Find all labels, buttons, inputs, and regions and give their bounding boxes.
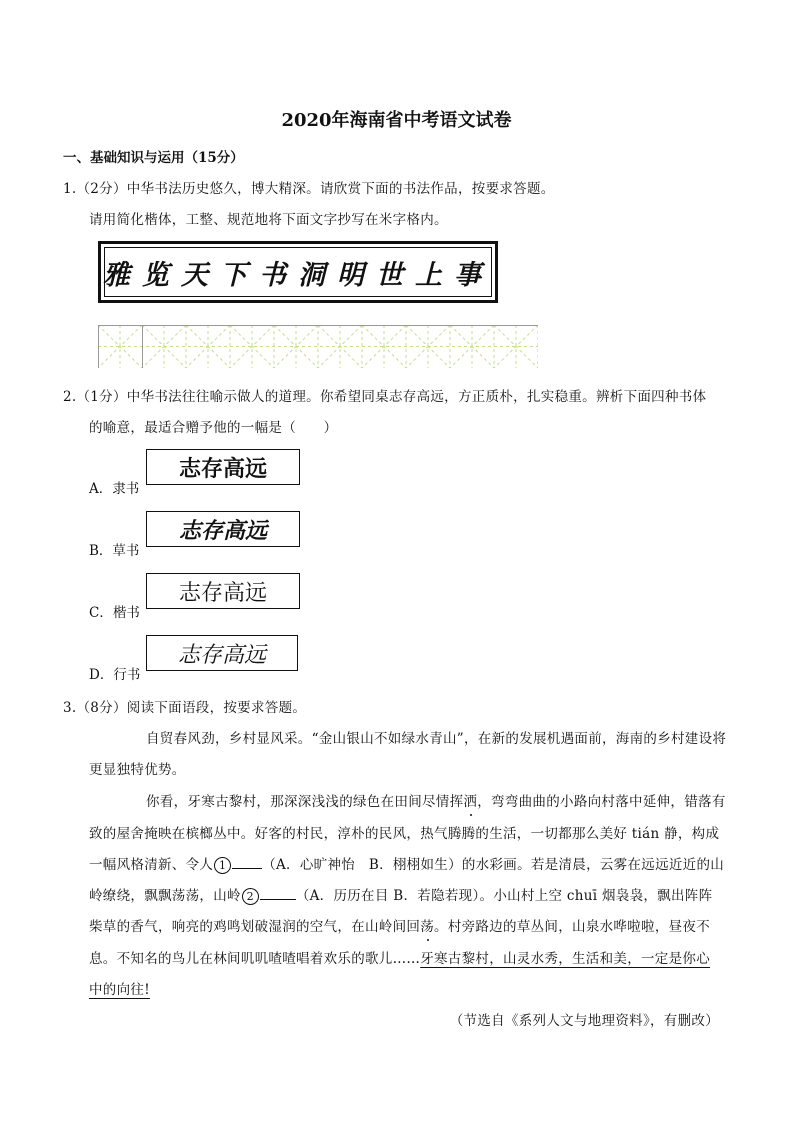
option-b-text: 志存高远 [178, 517, 267, 544]
question-2-stem-line2: 的喻意，最适合赠予他的一幅是（ ） [89, 420, 338, 436]
text-segment: 柴草的香气，响亮的鸡鸣划破湿润的空气，在山岭间回 [89, 919, 421, 935]
passage-p2-line7 [89, 978, 150, 998]
option-d-label[interactable]: D．行书 [89, 667, 141, 683]
passage-p1-line2: 更显独特优势。 [89, 762, 186, 778]
text-segment: （A．心旷神怡 B．栩栩如生）的水彩画。若是清晨，云雾在远远近近的山 [262, 857, 725, 873]
option-d-calligraphy-xingshu[interactable] [146, 635, 298, 671]
text-segment: 一幅风格清新、令人 [89, 857, 214, 873]
text-segment: ，弯弯曲曲的小路向村落中延伸，错落有 [477, 794, 726, 810]
option-c-calligraphy-kaishu[interactable] [146, 573, 300, 609]
calligraphy-banner [98, 241, 498, 303]
question-2-stem-line1: 2.（1分）中华书法往往喻示做人的道理。你希望同桌志存高远，方正质朴，扎实稳重。辨析下面四种书体 [63, 389, 707, 405]
text-segment: 。村旁路边的草丛间，山泉水哗啦啦，昼夜不 [434, 919, 711, 935]
text-segment: 息。不知名的鸟儿在林间叽叽喳喳唱着欢乐的歌儿…… [89, 951, 421, 967]
text-segment: 岭缭绕，飘飘荡荡，山岭 [89, 888, 241, 904]
calligraphy-left: 雅览天下书 [103, 259, 298, 291]
page-title: 2020年海南省中考语文试卷 [281, 110, 512, 131]
section-heading: 一、基础知识与运用（15分） [63, 150, 244, 166]
passage-p2-line1 [146, 790, 726, 810]
passage-source: （节选自《系列人文与地理资料》，有删改） [449, 1013, 719, 1029]
option-a-calligraphy-lishu[interactable] [146, 449, 300, 485]
option-d-text: 志存高远 [177, 642, 266, 668]
passage-p2-line4 [89, 884, 712, 905]
blank-number-1: 1 [214, 857, 231, 874]
option-c-label[interactable]: C．楷书 [89, 605, 140, 621]
passage-p2-line2: 致的屋舍掩映在槟榔丛中。好客的村民，淳朴的民风，热气腾腾的生活，一切都那么美好 tián 静，构成 [89, 826, 720, 842]
underlined-sentence: 牙寒古黎村，山灵水秀，生活和美，一定是你心 [420, 951, 711, 967]
blank-number-2: 2 [242, 888, 259, 905]
question-1-instruction: 请用简化楷体，工整、规范地将下面文字抄写在米字格内。 [89, 212, 448, 228]
mi-character-grid[interactable] [98, 325, 536, 368]
option-b-calligraphy-caoshu[interactable] [146, 511, 300, 547]
option-c-text: 志存高远 [178, 580, 267, 606]
underlined-sentence: 中的向往! [89, 982, 150, 998]
answer-blank-2[interactable] [260, 887, 296, 900]
question-3-stem: 3.（8分）阅读下面语段，按要求答题。 [63, 700, 307, 716]
calligraphy-right: 洞明世上事 [298, 259, 493, 291]
grid-cell [98, 325, 538, 368]
passage-p2-line5 [89, 915, 710, 935]
emphasis-char: 荡 [420, 919, 435, 935]
emphasis-char: 洒 [463, 794, 478, 810]
answer-blank-1[interactable] [232, 856, 262, 869]
option-b-label[interactable]: B．草书 [89, 543, 140, 559]
text-segment: 你看，牙寒古黎村，那深深浅浅的绿色在田间尽情挥 [146, 794, 464, 810]
passage-p1-line1: 自贸春风劲，乡村显风采。“金山银山不如绿水青山”，在新的发展机遇面前，海南的乡村建设将 [146, 731, 727, 747]
question-1-stem: 1.（2分）中华书法历史悠久，博大精深。请欣赏下面的书法作品，按要求答题。 [63, 181, 555, 197]
option-a-label[interactable]: A．隶书 [89, 481, 140, 497]
text-segment: （A．历历在目 B．若隐若现）。小山村上空 chuī 烟袅袅，飘出阵阵 [295, 888, 713, 904]
passage-p2-line3 [89, 853, 724, 874]
passage-p2-line6 [89, 947, 710, 967]
option-a-text: 志存高远 [178, 455, 267, 481]
